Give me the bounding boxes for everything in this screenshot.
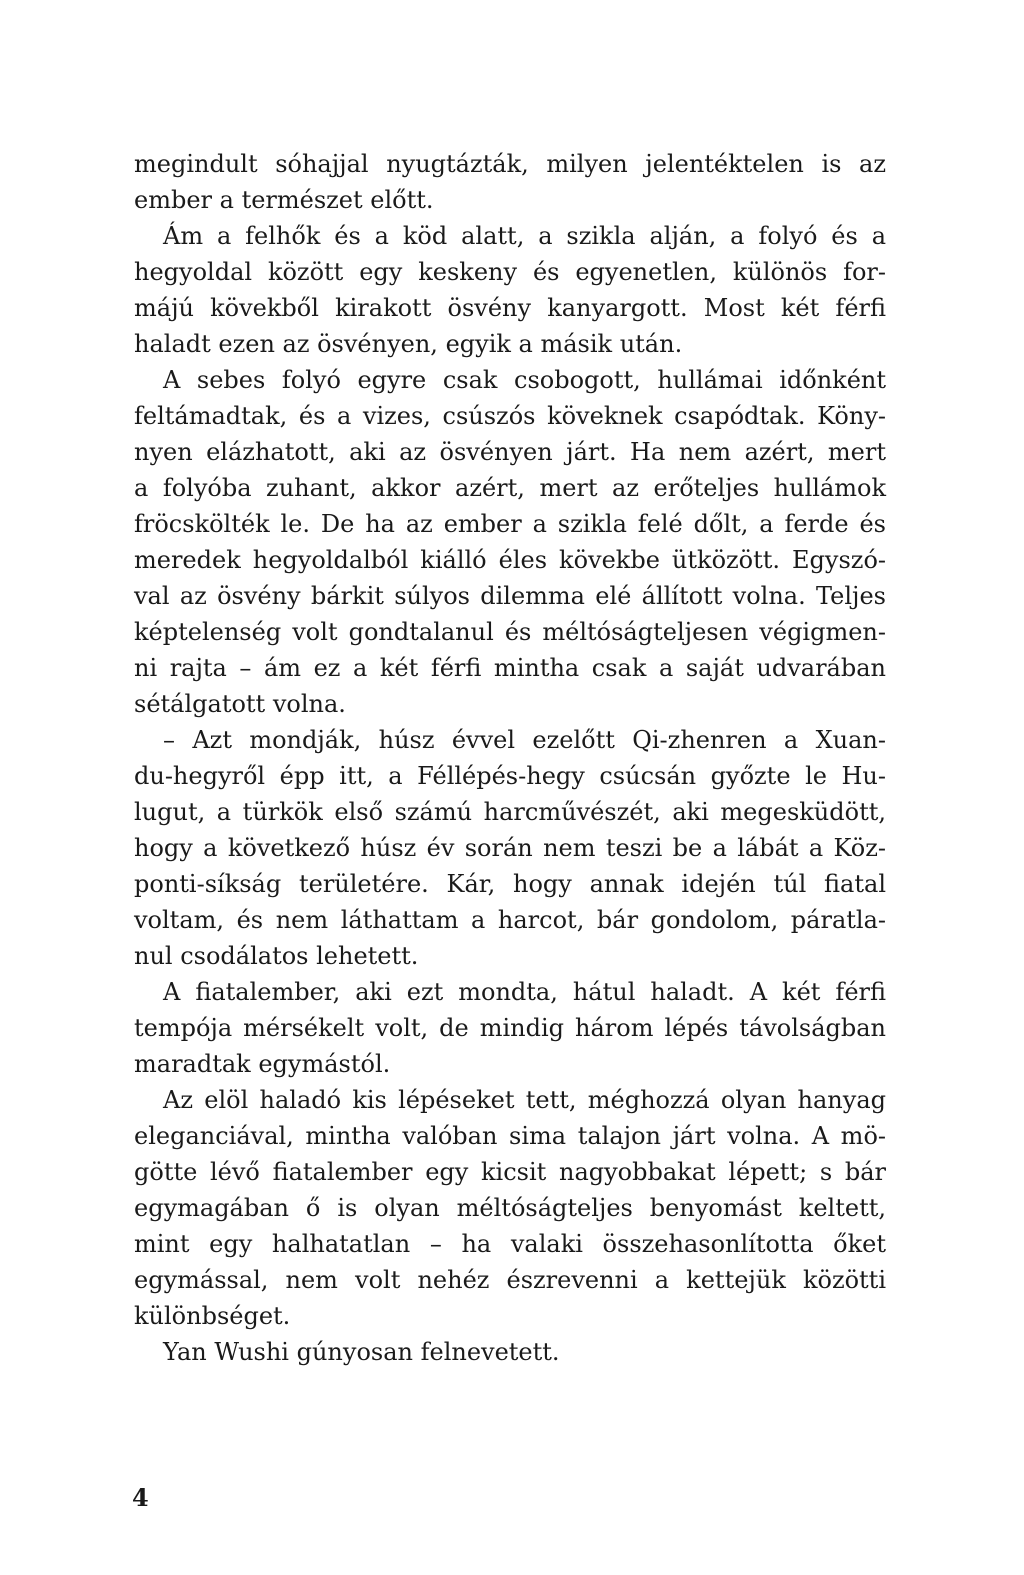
text-line: ember a természet előtt. [134,186,434,214]
text-line: haladt ezen az ösvényen, egyik a másik után. [134,330,683,358]
text-line: A sebes folyó egyre csak csobogott, hullámai időnként [163,366,886,394]
text-line: tempója mérsékelt volt, de mindig három lépés távolságban [134,1014,886,1042]
text-line: ponti-síkság területére. Kár, hogy annak idején túl fiatal [134,870,886,898]
page-number: 4 [132,1483,149,1512]
paragraph [134,218,886,362]
text-line: lugut, a türkök első számú harcművészét, aki megesküdött, [134,798,886,826]
text-line: egymagában ő is olyan méltóságteljes benyomást keltett, [134,1194,886,1222]
text-line: egymással, nem volt nehéz észrevenni a kettejük közötti [134,1266,886,1294]
text-line: eleganciával, mintha valóban sima talajon járt volna. A mö- [134,1122,886,1150]
text-line: Ám a felhők és a köd alatt, a szikla alján, a folyó és a [163,222,886,250]
text-line: Yan Wushi gúnyosan felnevetett. [163,1338,560,1366]
text-line: hegyoldal között egy keskeny és egyenetlen, különös for- [134,258,886,286]
text-line: voltam, és nem láthattam a harcot, bár gondolom, páratla- [134,906,886,934]
text-line: A fiatalember, aki ezt mondta, hátul haladt. A két férfi [163,978,886,1006]
text-line: götte lévő fiatalember egy kicsit nagyobbakat lépett; s bár [134,1158,886,1186]
text-line: különbséget. [134,1302,291,1330]
text-line: feltámadtak, és a vizes, csúszós köveknek csapódtak. Köny- [134,402,886,430]
text-line: val az ösvény bárkit súlyos dilemma elé állított volna. Teljes [134,582,886,610]
body-text [134,146,886,1370]
paragraph [134,362,886,722]
text-line: maradtak egymástól. [134,1050,391,1078]
text-line: a folyóba zuhant, akkor azért, mert az erőteljes hullámok [134,474,886,502]
text-line: hogy a következő húsz év során nem teszi be a lábát a Köz- [134,834,886,862]
text-line: mint egy halhatatlan – ha valaki összehasonlította őket [134,1230,886,1258]
paragraph [134,1082,886,1334]
text-line: sétálgatott volna. [134,690,346,718]
text-line: du-hegyről épp itt, a Féllépés-hegy csúcsán győzte le Hu- [134,762,886,790]
paragraph [134,722,886,974]
text-line: – Azt mondják, húsz évvel ezelőtt Qi-zhenren a Xuan- [163,726,886,754]
text-line: megindult sóhajjal nyugtázták, milyen jelentéktelen is az [134,150,886,178]
text-line: képtelenség volt gondtalanul és méltóságteljesen végigmen- [134,618,886,646]
paragraph [134,1334,886,1370]
text-line: májú kövekből kirakott ösvény kanyargott. Most két férfi [134,294,886,322]
text-line: ni rajta – ám ez a két férfi mintha csak a saját udvarában [134,654,886,682]
text-line: fröcskölték le. De ha az ember a szikla felé dőlt, a ferde és [134,510,886,538]
paragraph [134,974,886,1082]
paragraph [134,146,886,218]
text-line: Az elöl haladó kis lépéseket tett, méghozzá olyan hanyag [163,1086,886,1114]
text-line: nyen elázhatott, aki az ösvényen járt. Ha nem azért, mert [134,438,886,466]
text-line: meredek hegyoldalból kiálló éles kövekbe ütközött. Egyszó- [134,546,886,574]
text-line: nul csodálatos lehetett. [134,942,419,970]
